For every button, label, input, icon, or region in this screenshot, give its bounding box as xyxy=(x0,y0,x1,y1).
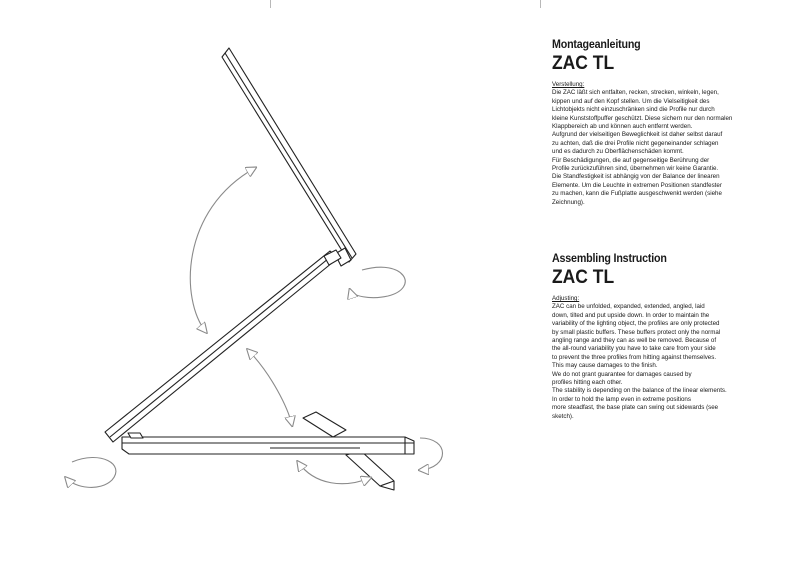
german-body-line: Elemente. Um die Leuchte in extremen Positionen standfester xyxy=(552,181,722,189)
german-body-line: und es dadurch zu Oberflächenschäden kommt. xyxy=(552,148,684,156)
english-body-line: We do not grant guarantee for damages caused by xyxy=(552,370,692,378)
rotate-arrow-left xyxy=(66,457,116,487)
german-body-line: Die ZAC läßt sich entfalten, recken, strecken, winkeln, legen, xyxy=(552,89,719,97)
german-title: Montageanleitung xyxy=(552,39,641,51)
english-body-line: the all-round variability you have to take care from your side xyxy=(552,345,716,353)
english-body-line: profiles hitting each other. xyxy=(552,379,623,387)
german-body-line: Aufgrund der vielseitigen Beweglichkeit ist daher selbst darauf xyxy=(552,131,723,139)
german-body-line: Lichtobjekts nicht einzuschränken sind die Profile nur durch xyxy=(552,106,715,114)
german-subheading: Verstellung: xyxy=(552,81,585,88)
german-product-name: ZAC TL xyxy=(552,53,615,74)
lower-profile xyxy=(122,433,414,454)
english-body-line: The stability is depending on the balance of the linear elements. xyxy=(552,387,727,395)
english-body-line: In order to hold the lamp even in extreme positions xyxy=(552,395,691,403)
german-body-line: Für Beschädigungen, die auf gegenseitige Berührung der xyxy=(552,156,710,164)
double-arrow-middle-hinge xyxy=(248,350,292,425)
middle-profile xyxy=(105,250,341,442)
german-body-line: kippen und auf den Kopf stellen. Um die Vielseitigkeit des xyxy=(552,97,710,105)
english-body-line: to prevent the three profiles from hitting against themselves. xyxy=(552,353,717,361)
english-instructions xyxy=(552,252,727,421)
german-body-line: Profile zurückzuführen sind, übernehmen wir keine Garantie. xyxy=(552,165,719,173)
fold-mark-right xyxy=(540,0,541,8)
english-body-line: ZAC can be unfolded, expanded, extended, angled, laid xyxy=(552,303,705,311)
german-body-line: zu machen, kann die Fußplatte ausgeschwenkt werden (siehe xyxy=(552,190,722,198)
english-title: Assembling Instruction xyxy=(552,253,667,265)
english-body xyxy=(552,303,727,421)
german-body-line: Klappbereich ab und können auch entfernt werden. xyxy=(552,123,693,131)
english-body-line: by small plastic buffers. These buffers protect only the normal xyxy=(552,328,721,336)
german-body xyxy=(552,89,733,207)
english-body-line: angling range and they can as well be removed. Because of xyxy=(552,337,717,345)
english-body-line: more steadfast, the base plate can swing out sidewards (see xyxy=(552,404,719,412)
english-subheading: Adjusting: xyxy=(552,295,580,302)
german-body-line: kleine Kunststoffpuffer geschützt. Diese sichern nur den normalen xyxy=(552,114,733,122)
german-body-line: Die Standfestigkeit ist abhängig von der Balance der linearen xyxy=(552,173,720,181)
english-body-line: This may cause damages to the finish. xyxy=(552,362,658,370)
german-body-line: zu achten, daß die drei Profile nicht gegeneinander schlagen xyxy=(552,139,719,147)
german-body-line: Zeichnung). xyxy=(552,198,585,206)
english-body-line: sketch). xyxy=(552,412,574,420)
upper-profile xyxy=(222,48,356,266)
german-instructions xyxy=(552,38,733,207)
english-body-line: variability of the lighting object, the profiles are only protected xyxy=(552,320,720,328)
rotate-arrow-right xyxy=(420,438,443,470)
english-body-line: down, tilted and put upside down. In order to maintain the xyxy=(552,311,710,319)
english-product-name: ZAC TL xyxy=(552,267,615,288)
rotate-arrow-top xyxy=(350,267,405,297)
double-arrow-upper-hinge xyxy=(190,168,255,332)
